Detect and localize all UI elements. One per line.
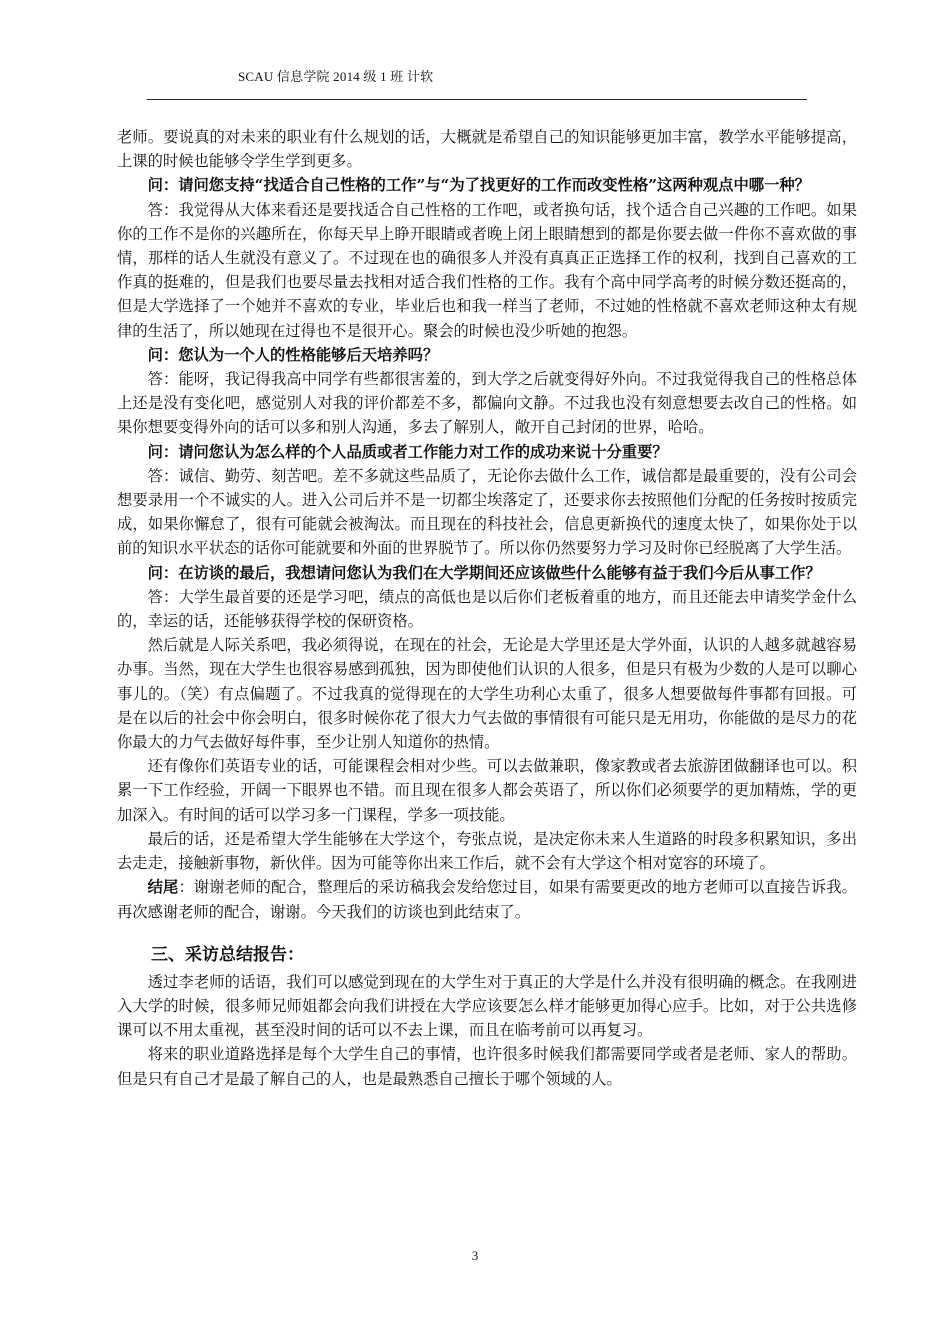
ending-paragraph: [117, 875, 857, 923]
question-2: 问：您认为一个人的性格能够后天培养吗？: [147, 345, 439, 364]
document-body: [117, 125, 857, 1091]
question-4: 问：在访谈的最后，我想请问您认为我们在大学期间还应该做些什么能够有益于我们今后从事工作？: [147, 563, 821, 582]
answer-1: 答：我觉得从大体来看还是要找适合自己性格的工作吧，或者换句话，找个适合自己兴趣的工作吧。如果你的工作不是你的兴趣所在，你每天早上睁开眼睛或者晚上闭上眼睛想到的都是你要去做一件你不喜欢做的事情，那样的话人生就没有意义了。不过现在也的确很多人并没有真真正正选择工作的权利，找到自己喜欢的工作真的挺难的，但是我们也要尽量去找相对适合我们性格的工作。我有个高中同学高考的时候分数还挺高的，但是大学选择了一个她并不喜欢的专业，毕业后也和我一样当了老师，不过她的性格就不喜欢老师这种太有规律的生活了，所以她现在过得也不是很开心。聚会的时候也没少听她的抱怨。: [117, 200, 857, 340]
answer-2: 答：能呀，我记得我高中同学有些都很害羞的，到大学之后就变得好外向。不过我觉得我自己的性格总体上还是没有变化吧，感觉别人对我的评价都差不多，都偏向文静。不过我也没有刻意想要去改自己的性格。如果你想要变得外向的话可以多和别人沟通，多去了解别人，敞开自己封闭的世界，哈哈。: [117, 370, 857, 437]
section-3-title: 三、采访总结报告：: [151, 944, 304, 965]
page-header: SCAU 信息学院 2014 级 1 班 计软: [238, 69, 434, 84]
answer-4: 答：大学生最首要的还是学习吧，绩点的高低也是以后你们老板着重的地方，而且还能去申请奖学金什么的，幸运的话，还能够获得学校的保研资格。: [117, 587, 857, 631]
answer-4-paragraph-2: 然后就是人际关系吧，我必须得说，在现在的社会，无论是大学里还是大学外面，认识的人越多就越容易办事。当然，现在大学生也很容易感到孤独，因为即使他们认识的人很多，但是只有极为少数的人是可以聊心事儿的。（笑）有点偏题了。不过我真的觉得现在的大学生功利心太重了，很多人想要做每件事都有回报。可是在以后的社会中你会明白，很多时候你花了很大力气去做的事情很有可能只是无用功，你能做的是尽力的花你最大的力气去做好每件事，至少让别人知道你的热情。: [117, 636, 857, 752]
answer-3: 答：诚信、勤劳、刻苦吧。差不多就这些品质了，无论你去做什么工作，诚信都是最重要的，没有公司会想要录用一个不诚实的人。进入公司后并不是一切都尘埃落定了，还要求你去按照他们分配的任务按时按质完成，如果你懈怠了，很有可能就会被淘汰。而且现在的科技社会，信息更新换代的速度太快了，如果你处于以前的知识水平状态的话你可能就要和外面的世界脱节了。所以你仍然要努力学习及时你已经脱离了大学生活。: [117, 466, 857, 558]
answer-4-paragraph-3: 还有像你们英语专业的话，可能课程会相对少些。可以去做兼职，像家教或者去旅游团做翻译也可以。积累一下工作经验，开阔一下眼界也不错。而且现在很多人都会英语了，所以你们必须要学的更加精炼，学的更加深入。有时间的话可以学习多一门课程，学多一项技能。: [117, 757, 857, 824]
question-3: 问：请问您认为怎么样的个人品质或者工作能力对工作的成功来说十分重要？: [147, 442, 668, 461]
ending-text: ：谢谢老师的配合，整理后的采访稿我会发给您过目，如果有需要更改的地方老师可以直接告诉我。再次感谢老师的配合，谢谢。今天我们的访谈也到此结束了。: [117, 878, 857, 921]
question-1: 问：请问您支持“找适合自己性格的工作”与“为了找更好的工作而改变性格”这两种观点中哪一种？: [147, 176, 810, 195]
header-rule: [147, 99, 807, 100]
ending-label: 结尾: [147, 878, 179, 897]
page-number: 3: [471, 1248, 479, 1263]
answer-4-paragraph-4: 最后的话，还是希望大学生能够在大学这个，夸张点说，是决定你未来人生道路的时段多积累知识，多出去走走，接触新事物，新伙伴。因为可能等你出来工作后，就不会有大学这个相对宽容的环境了。: [117, 829, 857, 873]
summary-paragraph-2: 将来的职业道路选择是每个大学生自己的事情，也许很多时候我们都需要同学或者是老师、家人的帮助。但是只有自己才是最了解自己的人，也是最熟悉自己擅长于哪个领域的人。: [117, 1045, 857, 1088]
summary-paragraph-1: 透过李老师的话语，我们可以感觉到现在的大学生对于真正的大学是什么并没有很明确的概念。在我刚进入大学的时候，很多师兄师姐都会向我们讲授在大学应该要怎么样才能够更加得心应手。比如，对于公共选修课可以不用太重视，甚至没时间的话可以不去上课，而且在临考前可以再复习。: [117, 972, 857, 1040]
intro-paragraph: 老师。要说真的对未来的职业有什么规划的话，大概就是希望自己的知识能够更加丰富，教学水平能够提高，上课的时候也能够令学生学到更多。: [117, 128, 857, 171]
